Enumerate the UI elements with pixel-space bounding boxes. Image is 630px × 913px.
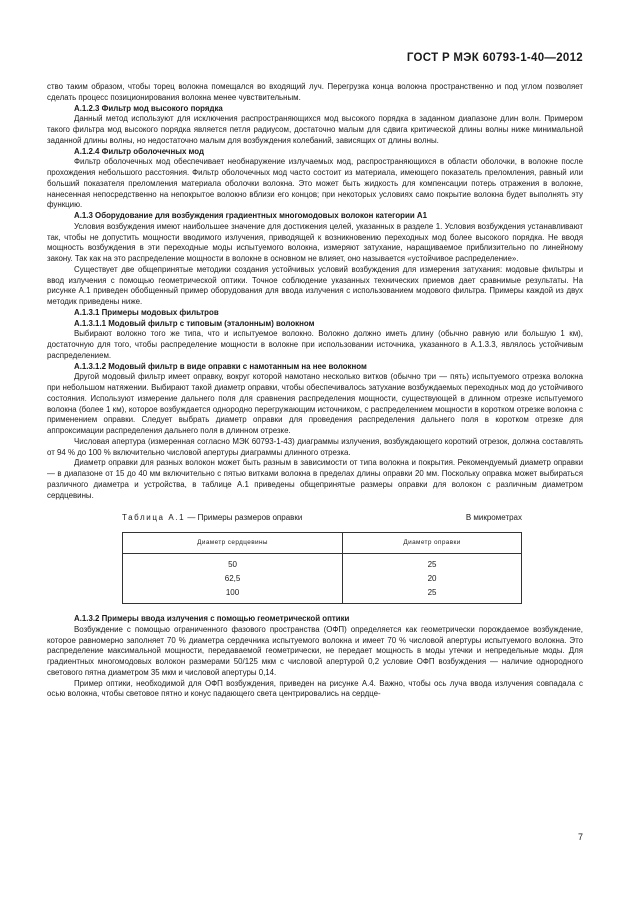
mandrel-diameter-cell: 20: [343, 572, 522, 586]
page-number: 7: [577, 832, 583, 842]
core-diameter-cell: 100: [123, 586, 343, 604]
table-caption-text: [122, 513, 302, 524]
paragraph: Выбирают волокно того же типа, что и испытуемое волокно. Волокно должно иметь длину (обычно равную или большую 1 км), достаточную для того, чтобы распределение мощности в волокне при использовании источника, указанного в А.1.3.3, являлось устойчивым распределением.: [47, 329, 583, 360]
section-heading: А.1.3.2 Примеры ввода излучения с помощью геометрической оптики: [74, 614, 350, 623]
section-heading: А.1.3.1.2 Модовый фильтр в виде оправки с намотанным на нее волокном: [74, 361, 367, 371]
table-row: [123, 554, 522, 573]
standard-header: ГОСТ Р МЭК 60793-1-40—2012: [406, 52, 583, 64]
column-header-mandrel: Диаметр оправки: [343, 533, 522, 554]
section-heading: А.1.3.1 Примеры модовых фильтров: [74, 307, 219, 317]
table-caption: [122, 513, 522, 524]
table-row: [123, 586, 522, 604]
paragraph: ство таким образом, чтобы торец волокна помещался во входящий луч. Перегрузка конца волокна пространственно и под углом позволяет сделать процесс позиционирования волокна менее чувствительным.: [47, 82, 583, 102]
mandrel-diameter-cell: 25: [343, 586, 522, 604]
section-heading: А.1.3.1.1 Модовый фильтр с типовым (эталонным) волокном: [74, 318, 315, 328]
mandrel-size-table: [122, 532, 522, 604]
core-diameter-cell: 50: [123, 554, 343, 573]
spacer: [47, 604, 583, 614]
body-text: [47, 82, 583, 700]
section-heading: А.1.2.4 Фильтр оболочечных мод: [74, 146, 205, 156]
paragraph: Возбуждение с помощью ограниченного фазового пространства (ОФП) определяется как геометрически порождаемое возбуждение, которое равномерно заполняет 70 % диаметра сердечника испытуемого волокна и имеет 70 % числовой апертуры испытуемого волокна. Это распределение максимальной мощности, передаваемой геометрически, не передает мощность в моды утечки и непредельные моды. Для градиентных многомодовых волокон размерами 50/125 мкм с числовой апертурой 0,2 условие ОФП возбуждения — наличие однородного светового пятна диаметром 35 мкм и числовой апертуры 0,14.: [47, 624, 583, 677]
section-heading: А.1.2.3 Фильтр мод высокого порядка: [74, 103, 223, 113]
paragraph: Существует две общепринятые методики создания устойчивых условий возбуждения для измерения затухания: модовые фильтры и ввод излучения с помощью геометрической оптики. Точное соблюдение указанных технических приемов дает сравнимые результаты. На рисунке А.1 приведен обобщенный пример оборудования для ввода излучения с использованием модового фильтра. Примеры каждой из двух методик приведены ниже.: [47, 264, 583, 306]
mandrel-diameter-cell: 25: [343, 554, 522, 573]
core-diameter-cell: 62,5: [123, 572, 343, 586]
table-row: [123, 572, 522, 586]
table-title: — Примеры размеров оправки: [185, 513, 303, 523]
paragraph: Условия возбуждения имеют наибольшее значение для достижения целей, указанных в разделе 1. Условия возбуждения устанавливают так, чтобы не допустить мощности вводимого излучения, приводящей к возникновению переходных мод более высокого порядка. Не вводя мощность возбуждения в эти переходные моды испытуемого волокна, измеряют затухание, наращиваемое приблизительно по линейному закону. Так как на это распределение мощности в волокне в основном не влияет, оно называется «устойчивое распределение».: [47, 221, 583, 263]
paragraph: Другой модовый фильтр имеет оправку, вокруг которой намотано несколько витков (обычно три — пять) испытуемого отрезка волокна при небольшом натяжении. Выбирают такой диаметр оправки, чтобы обеспечивалось затухание возбуждаемых переходных мод до устойчивого состояния. Используют измерение дальнего поля для сравнения распределения мощности, существующей в длинном отрезке испытуемого волокна (более 1 км), которое возбуждается однородно перегружающим источником, с распределением мощности в коротком отрезке волокна с применением оправки. Следует выбрать диаметр оправки для проведения распределения дальнего поля в коротком отрезке для аппроксимации распределения дальнего поля в длинном отрезке.: [47, 372, 583, 435]
table-label: Таблица А.1: [122, 513, 186, 523]
section-heading: А.1.3 Оборудование для возбуждения градиентных многомодовых волокон категории А1: [74, 211, 427, 220]
paragraph: Фильтр оболочечных мод обеспечивает необнаружение излучаемых мод, распространяющихся в области оболочки, в волокне после прохождения небольшого расстояния. Фильтр оболочечных мод часто состоит из материала, имеющего показатель преломления, равный или больший показателя преломления материала оболочки волокна. Это может быть жидкость для компенсации потерь отражения в волокне, нанесенная непосредственно на непокрытое волокно вблизи его концов; при некоторых условиях само покрытие волокна будет выполнять эту функцию.: [47, 157, 583, 210]
paragraph: Данный метод используют для исключения распространяющихся мод высокого порядка в заданном диапазоне длин волн. Примером такого фильтра мод высокого порядка является петля радиусом, достаточно малым для сдвига критической длины волны ниже минимальной заданной длины волны, но недостаточно малым для возбуждения колебаний, зависящих от длины волны.: [47, 114, 583, 145]
paragraph: Диаметр оправки для разных волокон может быть разным в зависимости от типа волокна и покрытия. Рекомендуемый диаметр оправки — в диапазоне от 15 до 40 мм включительно с пятью витками волокна в пределах длины оправки 20 мм. Поскольку оправка может выбираться различного диаметра и устройства, в таблице А.1 приведены общепринятые размеры оправки для волокон с различным диаметром сердцевины.: [47, 458, 583, 500]
table-units: В микрометрах: [465, 513, 522, 523]
paragraph: Числовая апертура (измеренная согласно МЭК 60793-1-43) диаграммы излучения, возбуждающего короткий отрезок, должна составлять от 94 % до 100 % включительно числовой апертуры диаграммы длинного отрезка.: [47, 436, 583, 457]
paragraph: Пример оптики, необходимой для ОФП возбуждения, приведен на рисунке А.4. Важно, чтобы ось луча ввода излучения совпадала с осью волокна, чтобы световое пятно и конус падающего света центрировались на сердце-: [47, 678, 583, 699]
column-header-core: Диаметр сердцевины: [123, 533, 343, 554]
